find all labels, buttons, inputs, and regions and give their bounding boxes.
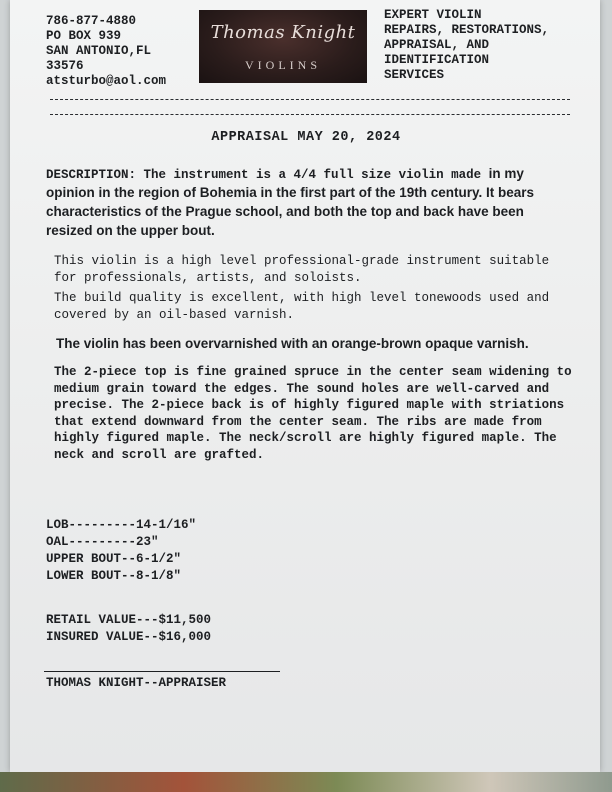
email: atsturbo@aol.com (46, 74, 167, 88)
varnish-paragraph: The violin has been overvarnished with an orange-brown opaque varnish. (56, 336, 529, 351)
signature-line (44, 671, 280, 672)
construction-paragraph: The 2-piece top is fine grained spruce in the center seam widening to medium grain toward the edges. The sound holes are well-carved and precise. The 2-piece back is of highly figured maple with striations that extend downward from the center seam. The ribs are made from highly figured maple. The neck/scroll are highly figured maple. The neck and scroll are grafted. (54, 365, 572, 462)
services-line: SERVICES (384, 68, 445, 82)
divider-line (50, 99, 570, 100)
services-block (384, 8, 584, 83)
po-box: PO BOX 939 (46, 29, 122, 43)
logo (199, 10, 367, 83)
zip-code: 33576 (46, 59, 84, 73)
measurement-lower-bout: LOWER BOUT--8-1/8" (46, 569, 182, 583)
city: SAN ANTONIO,FL (46, 44, 152, 58)
contact-block (46, 14, 166, 89)
quality-paragraph: This violin is a high level professional-grade instrument suitable for professionals, artists, and soloists. (54, 254, 550, 285)
retail-value: RETAIL VALUE---$11,500 (46, 613, 212, 627)
measurements-list (46, 517, 196, 585)
services-line: EXPERT VIOLIN (384, 8, 482, 22)
phone-number: 786-877-4880 (46, 14, 137, 28)
measurement-upper-bout: UPPER BOUT--6-1/2" (46, 552, 182, 566)
valuation-block (46, 612, 211, 646)
description-lead: The instrument is a 4/4 full size violin made (143, 168, 482, 182)
description-label: DESCRIPTION: (46, 168, 137, 182)
build-paragraph: The build quality is excellent, with high level tonewoods used and covered by an oil-based varnish. (54, 291, 550, 322)
background-surface (0, 772, 612, 792)
services-line: APPRAISAL, AND (384, 38, 490, 52)
page-title: APPRAISAL MAY 20, 2024 (211, 130, 401, 145)
description-paragraph (46, 165, 571, 241)
services-line: REPAIRS, RESTORATIONS, (384, 23, 550, 37)
measurement-lob: LOB---------14-1/16" (46, 518, 197, 532)
logo-subtitle: VIOLINS (245, 58, 321, 72)
description-rest: in my opinion in the region of Bohemia in the first part of the 19th century. It bears characteristics of the Prague school, and both the top and back have been resized on the upper bout. (46, 166, 535, 238)
measurement-oal: OAL---------23" (46, 535, 159, 549)
services-line: IDENTIFICATION (384, 53, 490, 67)
insured-value: INSURED VALUE--$16,000 (46, 630, 212, 644)
signature-name: THOMAS KNIGHT--APPRAISER (46, 676, 227, 690)
divider-line (50, 114, 570, 115)
logo-name: Thomas Knight (210, 22, 356, 43)
